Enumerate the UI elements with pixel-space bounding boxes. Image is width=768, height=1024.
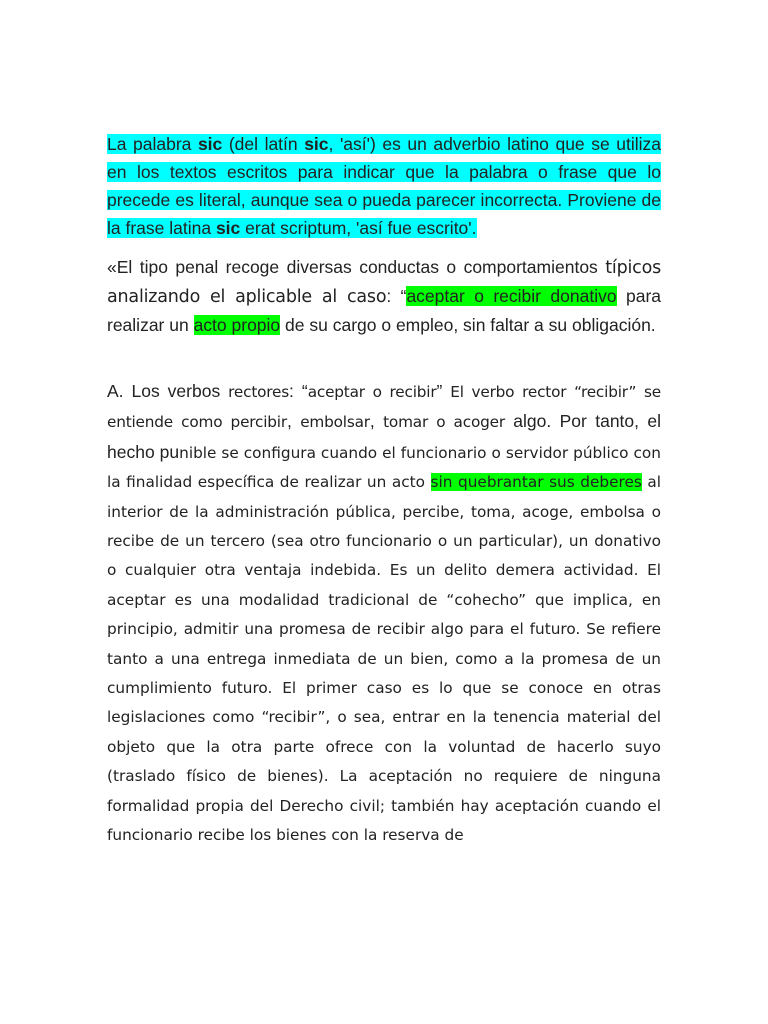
green-highlight: aceptar o recibir donativo [406,286,617,306]
document-page [107,130,661,851]
text-run: , [369,411,384,432]
text-run: erat scriptum, 'así fue escrito'. [240,218,477,238]
text-run: rectores [228,383,290,401]
text-run: , [286,411,301,432]
green-highlight: acto propio [193,315,281,335]
text-run: tomar o acoger [383,413,505,432]
paragraph-sic-definition [107,130,661,242]
text-run: El verbo rector “recibir” se entiende como percibir [107,383,661,432]
bold-term: sic [215,218,241,238]
bold-term: sic [197,134,223,154]
text-run: al interior de la administración pública, percibe, toma, acoge, embolsa o recibe de un tercero (sea otro funcionario o un particular), un donativo o cualquier otra ventaja indebida. Es un delito demera actividad. El aceptar es una modalidad tradicional de “cohecho” que implica, en principio, admitir una promesa de recibir algo para el futuro. Se refiere tanto a una entrega inmediata de un bien, como a la promesa de un cumplimiento futuro. El primer caso es lo que se conoce en otras legislaciones como “recibir”, o sea, entrar en la tenencia material del objeto que la otra parte ofrece con la voluntad de hacerlo suyo (traslado físico de bienes). La aceptación no requiere de ninguna formalidad propia del Derecho civil; también hay aceptación cuando el funcionario recibe los bienes con la reserva de [107,473,661,845]
cyan-highlight [107,134,661,238]
text-run: embolsar [300,413,370,432]
text-run: ” [436,381,451,401]
bold-term: sic [304,134,329,154]
paragraph-verbos-rectores [107,377,661,851]
text-run: típicos analizando el aplicable al caso [107,258,661,307]
text-run: : “ [289,381,308,401]
text-run: para realizar un [107,286,662,335]
green-highlight: sin quebrantar sus deberes [430,473,642,492]
text-run: algo. Por tanto, el hecho pu [107,411,662,462]
text-run: nible se configura cuando el funcionario o servidor público con la finalidad específica de realizar un acto [107,443,661,492]
text-run: La palabra [107,134,198,154]
paragraph-tipo-penal [107,253,661,339]
text-run: aceptar o recibir [307,383,437,401]
text-run: , 'así') es un adverbio latino que se utiliza en los textos escritos para indicar que la palabra o frase que lo precede es literal, aunque sea o pueda parecer incorrecta. Proviene de la frase latina [107,134,661,238]
text-run: de su cargo o empleo, sin faltar a su obligación. [280,315,656,335]
text-run: «El tipo penal recoge diversas conductas o comportamientos [107,257,606,277]
text-run: A. Los verbos [107,381,229,401]
text-run: : “ [386,286,407,306]
text-run: (del latín [222,134,305,154]
